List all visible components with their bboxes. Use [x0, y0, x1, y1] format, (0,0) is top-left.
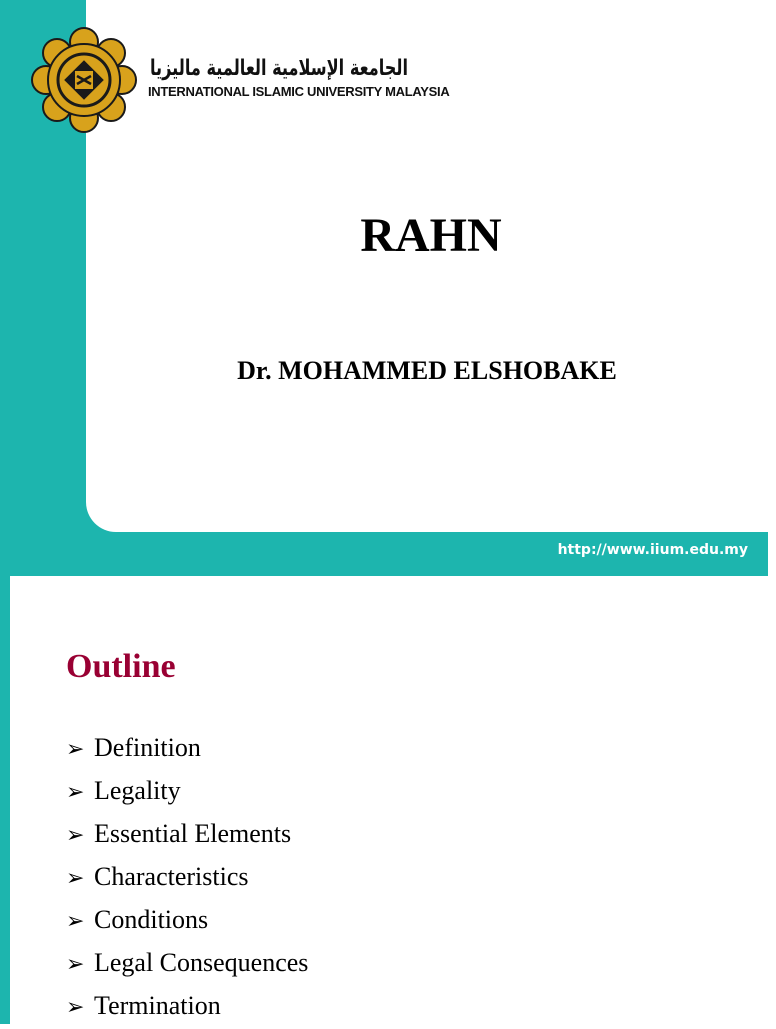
list-item-label: Definition — [94, 733, 201, 762]
arrow-bullet-icon: ➢ — [66, 909, 85, 934]
slide-author: Dr. MOHAMMED ELSHOBAKE — [237, 356, 617, 385]
list-item-label: Termination — [94, 991, 221, 1020]
list-item-label: Essential Elements — [94, 819, 292, 848]
outline-slide — [0, 576, 768, 1024]
list-item — [66, 769, 308, 812]
arrow-bullet-icon: ➢ — [66, 823, 85, 848]
slide-title: RAHN — [360, 209, 502, 262]
arrow-bullet-icon: ➢ — [66, 737, 85, 762]
list-item-label: Legal Consequences — [94, 948, 309, 977]
list-item — [66, 941, 308, 984]
svg-text:الجامعة الإسلامية العالمية مال: الجامعة الإسلامية العالمية ماليزيا — [150, 56, 408, 81]
outline-list — [66, 726, 308, 1027]
list-item — [66, 855, 308, 898]
university-name: INTERNATIONAL ISLAMIC UNIVERSITY MALAYSIA — [148, 84, 450, 99]
slide-accent-strip — [0, 576, 10, 1024]
website-url: http://www.iium.edu.my — [557, 542, 748, 558]
list-item — [66, 812, 308, 855]
arrow-bullet-icon: ➢ — [66, 952, 85, 977]
list-item — [66, 726, 308, 769]
list-item-label: Conditions — [94, 905, 209, 934]
list-item — [66, 898, 308, 941]
list-item — [66, 984, 308, 1027]
list-item-label: Legality — [94, 776, 181, 805]
list-item-label: Characteristics — [94, 862, 249, 891]
arrow-bullet-icon: ➢ — [66, 866, 85, 891]
university-arabic-name — [148, 50, 410, 82]
outline-title: Outline — [66, 648, 176, 685]
arrow-bullet-icon: ➢ — [66, 780, 85, 805]
arrow-bullet-icon: ➢ — [66, 995, 85, 1020]
iium-logo-icon — [28, 24, 140, 136]
